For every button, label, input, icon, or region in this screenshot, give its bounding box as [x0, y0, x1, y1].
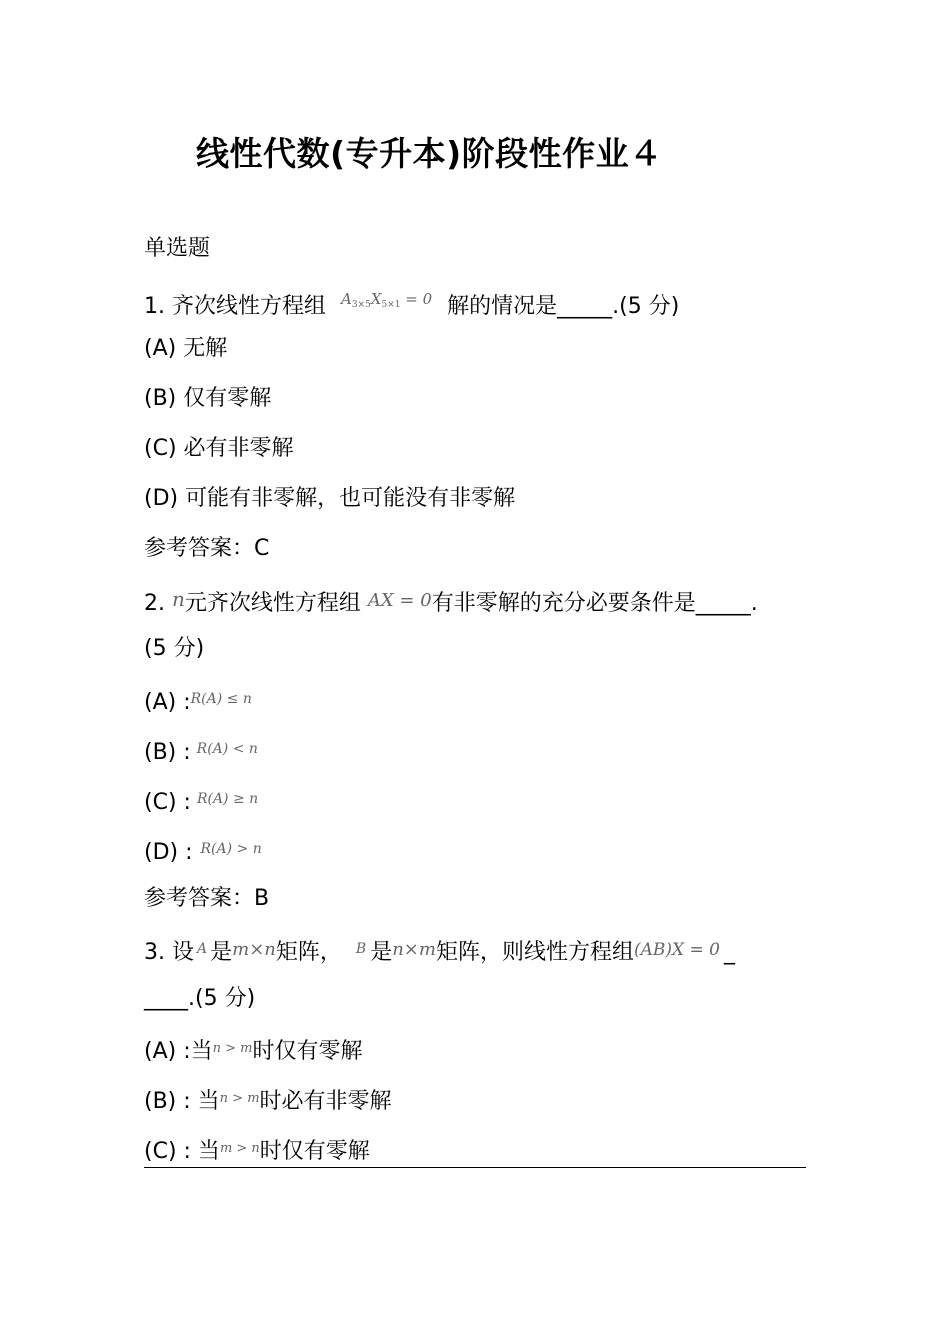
option-label: (A) :当 [144, 1039, 213, 1064]
question-3-text3: 是 [370, 940, 393, 965]
question-3-option-c [144, 1134, 370, 1167]
question-1-answer: 参考答案：C [144, 536, 270, 561]
option-label: (B) : 当 [144, 1089, 220, 1114]
question-3 [144, 934, 735, 968]
question-3-math-a: A [196, 941, 208, 957]
question-3-math-eq: (AB)X = 0 [633, 940, 720, 960]
question-2-answer: 参考答案：B [144, 886, 270, 911]
question-3-text1: 是 [210, 940, 233, 965]
question-3-text4: 矩阵，则线性方程组 [435, 940, 634, 965]
question-1-option-d: (D) 可能有非零解，也可能没有非零解 [144, 486, 516, 511]
question-2-text1: 元齐次线性方程组 [184, 591, 361, 616]
option-label: (D) : [144, 840, 193, 865]
question-3-line2: ____.(5 分) [144, 986, 256, 1011]
question-3-prefix: 3. 设 [144, 940, 194, 965]
question-2-score: (5 分) [144, 636, 205, 661]
question-2-text2: 有非零解的充分必要条件是_____. [431, 591, 758, 616]
question-2-math-eq: AX = 0 [367, 590, 432, 611]
option-label: (A) : [144, 690, 191, 715]
option-math: m > n [219, 1141, 260, 1156]
option-math: n > m [219, 1091, 260, 1106]
question-1-math: A3×5X5×1 = 0 [340, 290, 433, 310]
option-label: (C) : [144, 790, 191, 815]
question-3-tail: _ [723, 940, 735, 965]
option-math: R(A) ≤ n [190, 691, 252, 707]
question-2 [144, 584, 758, 619]
question-3-text2: 矩阵， [275, 940, 342, 965]
option-label: (B) : [144, 740, 191, 765]
question-2-option-d [144, 834, 262, 868]
option-text: 时必有非零解 [259, 1089, 392, 1114]
question-1-option-b: (B) 仅有零解 [144, 386, 272, 411]
option-math: R(A) < n [196, 741, 258, 757]
question-2-prefix: 2. [144, 591, 172, 616]
question-1-option-c: (C) 必有非零解 [144, 436, 294, 461]
page-title: 线性代数(专升本)阶段性作业４ [196, 134, 663, 173]
question-1-suffix: 解的情况是_____.(5 分) [447, 294, 680, 319]
question-3-math-b: B [355, 941, 367, 957]
question-2-option-b [144, 734, 258, 768]
question-3-option-a [144, 1034, 363, 1067]
question-2-math-n: n [171, 587, 185, 611]
question-1 [144, 284, 679, 322]
option-math: R(A) ≥ n [196, 791, 259, 807]
option-math: R(A) > n [200, 841, 262, 857]
question-3-math-mn: m×n [232, 939, 276, 960]
question-1-prefix: 1. 齐次线性方程组 [144, 294, 326, 319]
question-3-math-nm: n×m [392, 939, 436, 960]
question-2-option-c [144, 784, 258, 818]
question-3-option-b [144, 1084, 392, 1117]
option-text: 时仅有零解 [252, 1039, 363, 1064]
option-math: n > m [212, 1041, 253, 1056]
question-1-option-a: (A) 无解 [144, 336, 228, 361]
option-label: (C) : 当 [144, 1139, 220, 1164]
option-text: 时仅有零解 [259, 1139, 370, 1164]
question-2-option-a [144, 684, 252, 718]
bottom-rule [144, 1167, 806, 1168]
section-heading: 单选题 [144, 236, 211, 261]
